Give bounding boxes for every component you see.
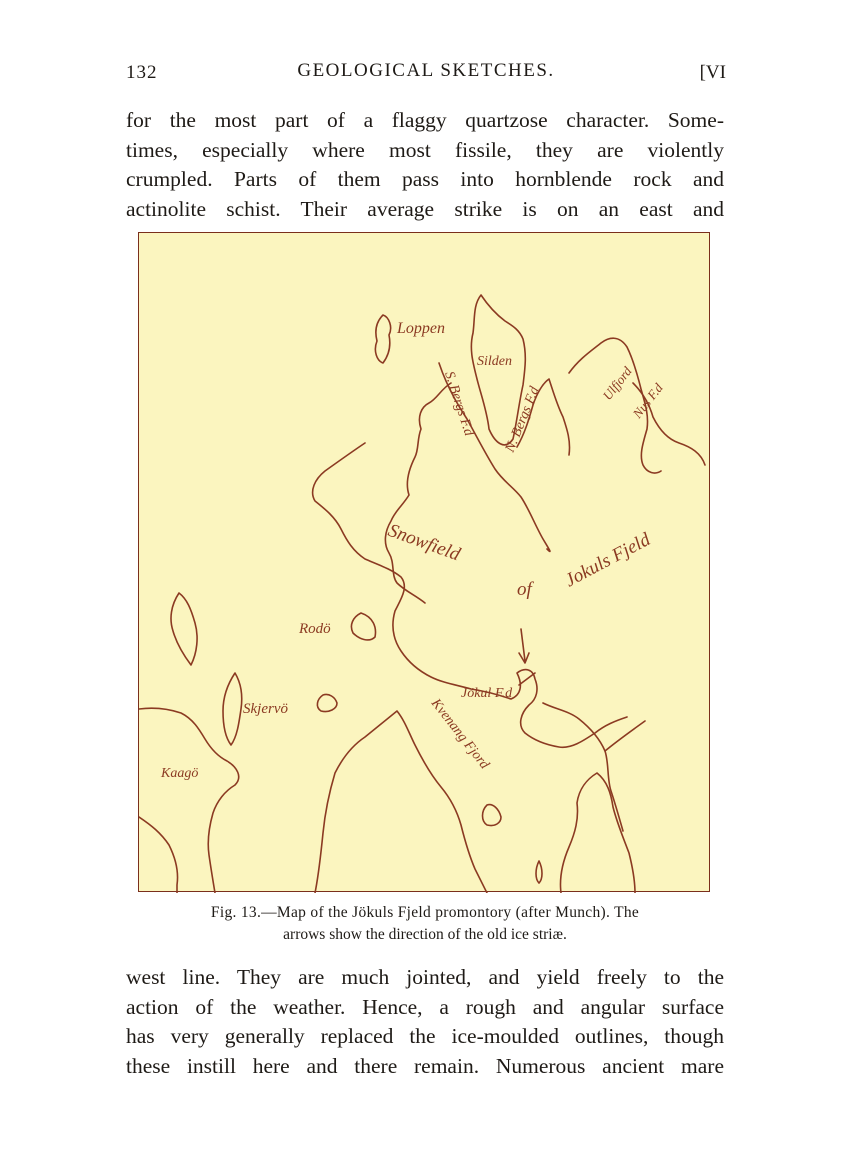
jokul-fjord-east (543, 703, 623, 831)
island-west-1 (171, 593, 197, 665)
coastline-west (313, 443, 627, 747)
label-ulfjord: Ulfjord (599, 363, 635, 403)
label-snowfield: Snowfield (385, 519, 463, 566)
label-n-bergs: N. Bergs F.d (502, 384, 543, 455)
coast-east-lower (560, 773, 635, 893)
text-line: crumpled. Parts of them pass into hornblende rock and (126, 167, 724, 191)
running-head: GEOLOGICAL SKETCHES. (297, 60, 555, 81)
caption-line: Fig. 13.—Map of the Jökuls Fjeld promontory (after Munch). The (210, 904, 640, 921)
label-kaago: Kaagö (161, 766, 199, 781)
kaago-coast (139, 708, 239, 893)
label-silden: Silden (477, 354, 512, 369)
text-line: has very generally replaced the ice-moulded outlines, though (126, 1024, 724, 1048)
label-rodo: Rodö (299, 621, 331, 637)
kvenang-islet (483, 805, 502, 826)
arrow-ice-striae-2 (519, 673, 535, 685)
text-line: action of the weather. Hence, a rough and angular surface (126, 994, 724, 1019)
label-jokul-fd: Jökul F.d (461, 686, 513, 701)
text-line: west line. They are much jointed, and yield freely to the (126, 965, 724, 989)
text-line: actinolite schist. Their average strike is on an east and (126, 196, 724, 221)
section-mark: [VI (699, 62, 726, 83)
bottom-paragraph (126, 963, 724, 1081)
label-skjervo: Skjervö (243, 701, 288, 717)
map-figure (138, 232, 710, 892)
label-of: of (517, 579, 532, 600)
page-header (126, 60, 726, 90)
label-loppen: Loppen (397, 320, 445, 337)
kaago-coast-south (139, 817, 178, 893)
skjervo-island (223, 673, 242, 745)
small-islet (317, 694, 337, 711)
label-s-bergs: S. Bergs F.d (441, 369, 477, 438)
map-drawing (139, 233, 711, 893)
text-line: these instill here and there remain. Numerous ancient mare (126, 1053, 724, 1078)
loppen-island (375, 315, 390, 363)
caption-line: arrows show the direction of the old ice striæ. (283, 926, 567, 943)
text-line: for the most part of a flaggy quartzose character. Some- (126, 108, 724, 132)
jokul-fjord-branch (605, 721, 645, 751)
page-number: 132 (126, 62, 158, 83)
label-nus: Nus F.d (629, 380, 666, 421)
rodo-island (351, 613, 375, 640)
text-line: times, especially where most fissile, they are violently (126, 137, 724, 162)
bottom-islet (536, 861, 542, 883)
figure-caption (126, 902, 724, 946)
label-jokuls-fjeld: Jokuls Fjeld (561, 529, 654, 592)
coastline-north (385, 383, 451, 603)
label-kvenang: Kvenang Fjord (427, 696, 492, 773)
top-paragraph (126, 106, 724, 224)
